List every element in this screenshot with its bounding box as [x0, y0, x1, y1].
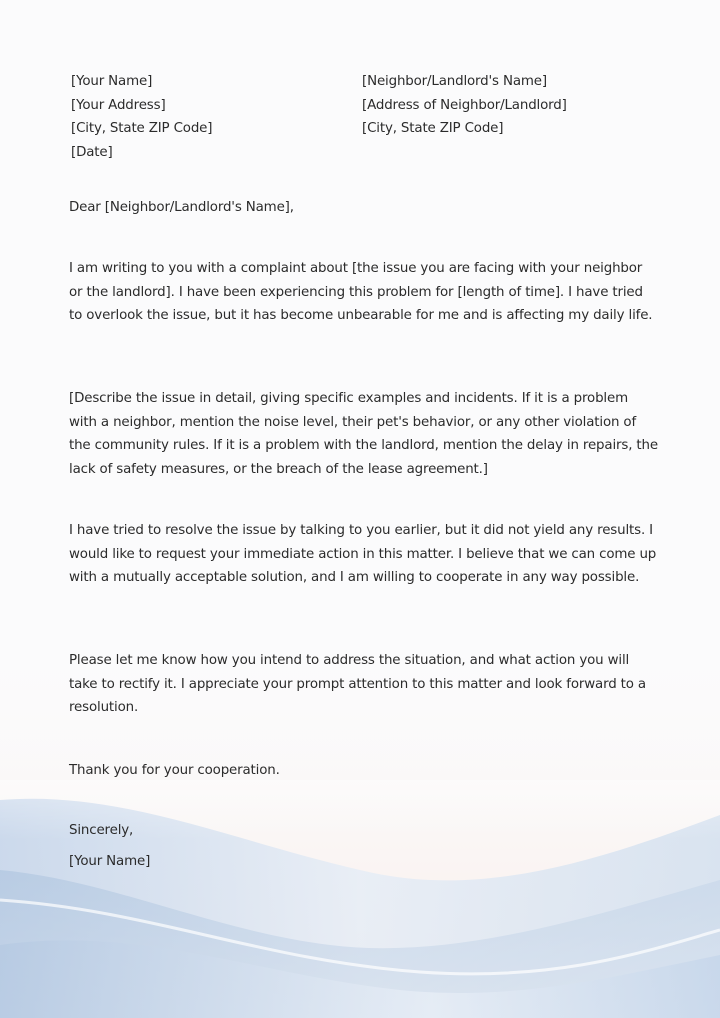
- body-paragraph-1: I am writing to you with a complaint about [the issue you are facing with your neighbor or the landlord]. I have been experiencing this problem for [length of time]. I have tried to overlook the issue, but it has become unbearable for me and is affecting my daily life.: [69, 261, 653, 323]
- closing: Sincerely,: [69, 823, 134, 838]
- sender-address-block: [71, 70, 212, 164]
- sender-name: [Your Name]: [71, 74, 153, 89]
- body-paragraph-4: Please let me know how you intend to address the situation, and what action you will take to rectify it. I appreciate your prompt attention to this matter and look forward to a resolution.: [69, 653, 646, 715]
- recipient-name: [Neighbor/Landlord's Name]: [362, 74, 547, 89]
- letter-date: [Date]: [71, 144, 113, 160]
- body-paragraph-2: [Describe the issue in detail, giving specific examples and incidents. If it is a problem with a neighbor, mention the noise level, their pet's behavior, or any other violation of the community rules. If it is a problem with the landlord, mention the delay in repairs, the lack of safety measures, or the breach of the lease agreement.]: [69, 391, 658, 477]
- recipient-address: [Address of Neighbor/Landlord]: [362, 97, 567, 113]
- sender-city-state-zip: [City, State ZIP Code]: [71, 121, 213, 136]
- salutation: Dear [Neighbor/Landlord's Name],: [69, 200, 294, 215]
- signature-name: [Your Name]: [69, 854, 151, 869]
- body-paragraph-3: I have tried to resolve the issue by talking to you earlier, but it did not yield any results. I would like to request your immediate action in this matter. I believe that we can come up with a mutually acceptable solution, and I am willing to cooperate in any way possible.: [69, 523, 657, 585]
- sender-address: [Your Address]: [71, 97, 166, 113]
- recipient-city-state-zip: [City, State ZIP Code]: [362, 121, 504, 136]
- thanks-line: Thank you for your cooperation.: [69, 763, 280, 778]
- recipient-address-block: [362, 70, 567, 141]
